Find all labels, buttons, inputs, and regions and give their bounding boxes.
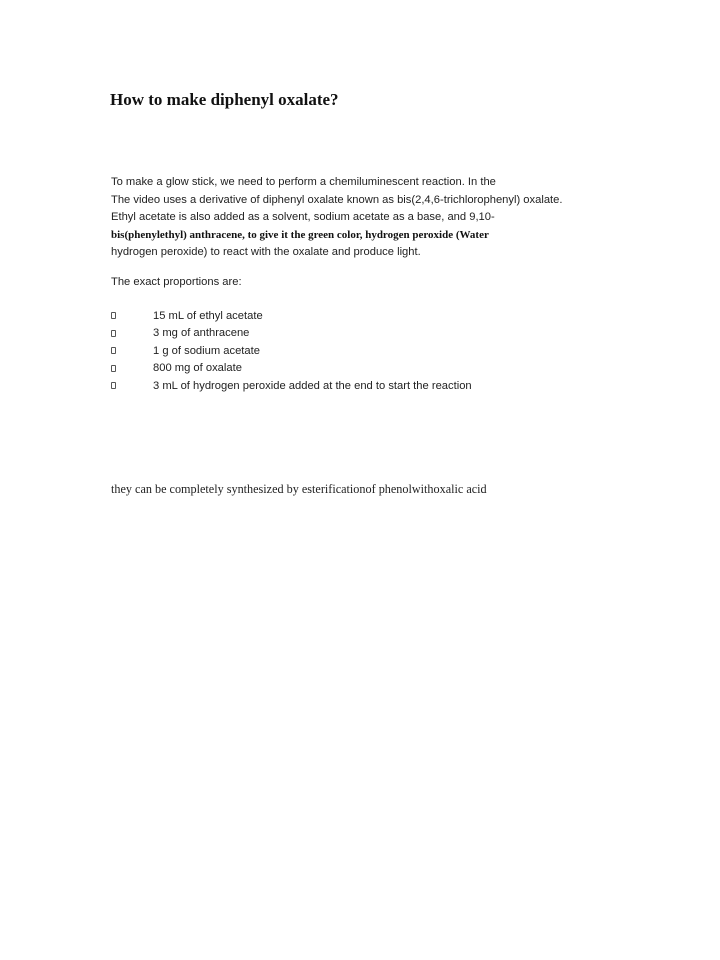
list-item — [111, 377, 472, 395]
list-item — [111, 342, 472, 360]
intro-line: To make a glow stick, we need to perform a chemiluminescent reaction. In the — [111, 176, 496, 188]
list-item-text: 3 mg of anthracene — [153, 327, 250, 340]
bullet-icon — [111, 312, 116, 319]
intro-line-bold: bis(phenylethyl) anthracene, to give it the green color, hydrogen peroxide (Water — [111, 228, 489, 241]
bullet-icon — [111, 365, 116, 372]
list-item-text: 800 mg of oxalate — [153, 362, 242, 375]
intro-line: The video uses a derivative of diphenyl oxalate known as bis(2,4,6-trichlorophenyl) oxalate. — [111, 193, 563, 206]
proportions-list — [111, 307, 472, 395]
bullet-icon — [111, 330, 116, 337]
intro-line: Ethyl acetate is also added as a solvent, sodium acetate as a base, and 9,10- — [111, 211, 495, 223]
bullet-icon — [111, 382, 116, 389]
intro-paragraph — [111, 174, 631, 262]
list-item — [111, 360, 472, 378]
list-item — [111, 307, 472, 325]
list-item-text: 3 mL of hydrogen peroxide added at the end to start the reaction — [153, 379, 472, 392]
page-title: How to make diphenyl oxalate? — [110, 90, 339, 109]
list-item-text: 15 mL of ethyl acetate — [153, 309, 263, 322]
bullet-icon — [111, 347, 116, 354]
list-item-text: 1 g of sodium acetate — [153, 344, 260, 357]
closing-sentence: they can be completely synthesized by esterificationof phenolwithoxalic acid — [111, 482, 487, 496]
list-item — [111, 325, 472, 343]
intro-line: hydrogen peroxide) to react with the oxalate and produce light. — [111, 246, 421, 258]
proportions-label: The exact proportions are: — [111, 276, 242, 288]
